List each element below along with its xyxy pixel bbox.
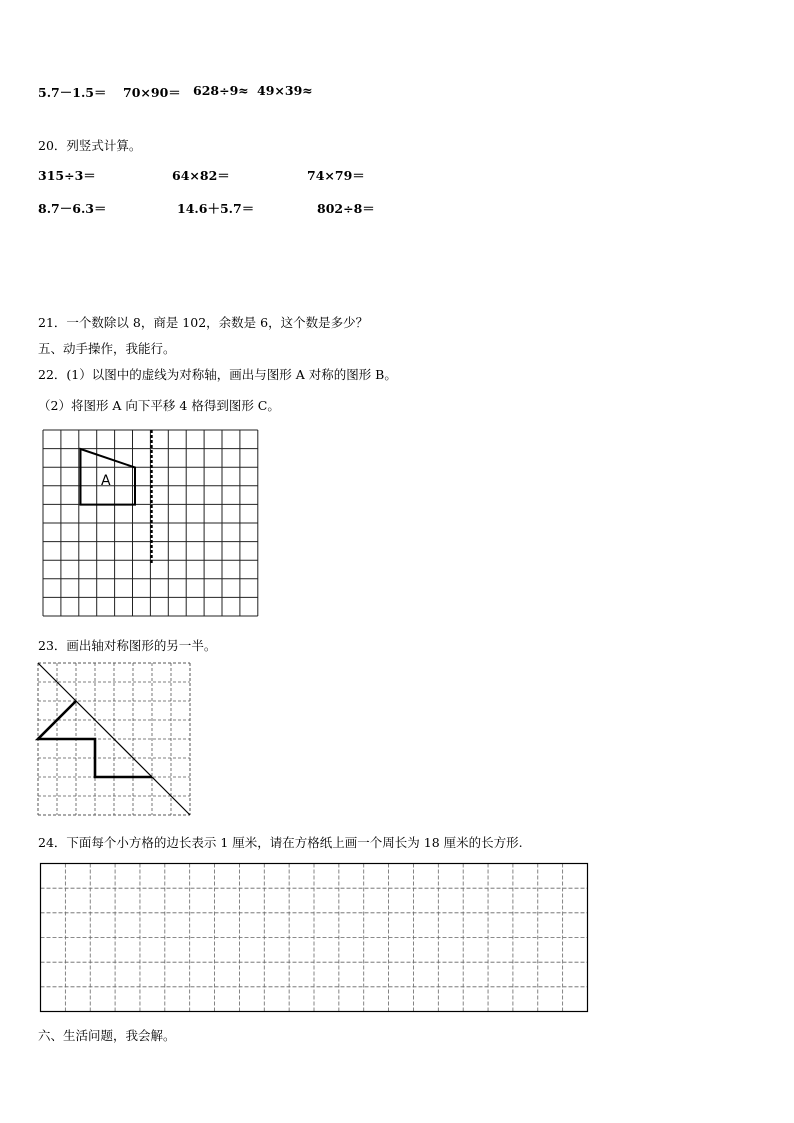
q20-title: 20．列竖式计算。: [38, 138, 142, 153]
expr-4: 49×39≈: [257, 83, 313, 98]
expr-2: 70×90＝: [123, 85, 181, 100]
q24-grid-lines: [41, 864, 588, 1012]
q21-text: 21．一个数除以 8，商是 102，余数是 6，这个数是多少？: [38, 315, 369, 330]
q24-grid-paper: [40, 863, 590, 1013]
expr-3: 628÷9≈: [193, 83, 249, 98]
q20-expr-b3: 802÷8＝: [317, 201, 375, 216]
q20-expr-b1: 8.7－6.3＝: [38, 201, 107, 216]
q20-expr-a1: 315÷3＝: [38, 168, 96, 183]
q24-text: 24．下面每个小方格的边长表示 1 厘米，请在方格纸上画一个周长为 18 厘米的长方形.: [38, 835, 523, 850]
q22-grid-figure: [43, 430, 258, 620]
section-5-heading: 五、动手操作，我能行。: [38, 341, 176, 356]
q22-part2: （2）将图形 A 向下平移 4 格得到图形 C。: [38, 398, 280, 413]
expr-1: 5.7－1.5＝: [38, 85, 107, 100]
q20-expr-b2: 14.6＋5.7＝: [177, 201, 255, 216]
q20-expr-a2: 64×82＝: [172, 168, 230, 183]
q22-part1: 22．(1）以图中的虚线为对称轴，画出与图形 A 对称的图形 B。: [38, 367, 397, 382]
q23-grid-figure: [38, 663, 193, 818]
section-6-heading: 六、生活问题，我会解。: [38, 1028, 176, 1043]
q23-text: 23．画出轴对称图形的另一半。: [38, 638, 217, 653]
shape-a-label: A: [101, 473, 111, 489]
q20-expr-a3: 74×79＝: [307, 168, 365, 183]
